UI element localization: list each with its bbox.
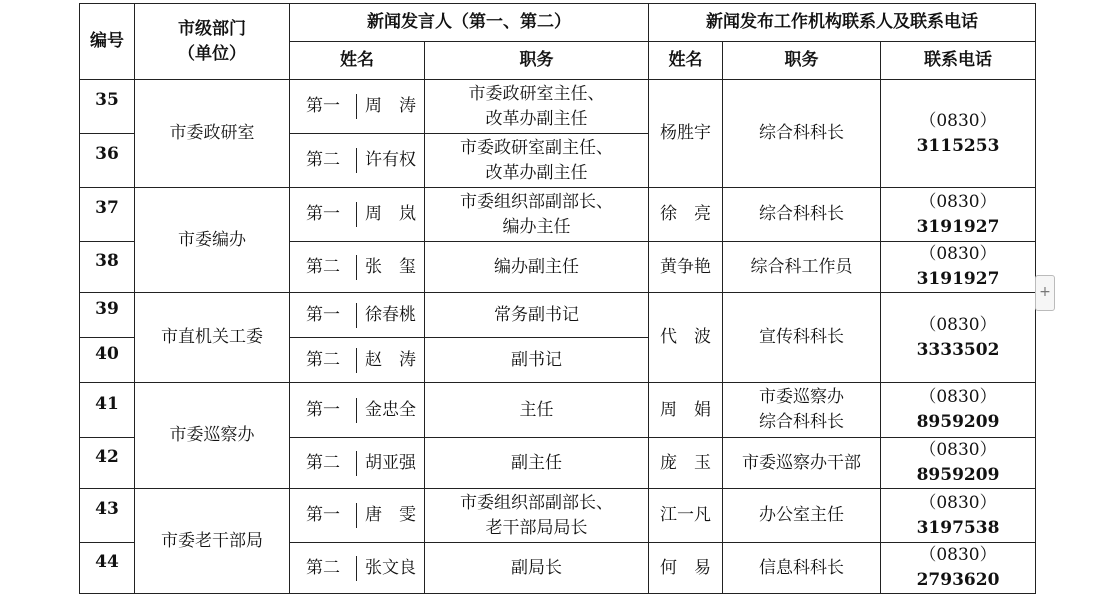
- speaker-order: 第一: [306, 96, 340, 116]
- speaker-duty: 市委政研室主任、 改革办副主任: [425, 80, 649, 134]
- header-department-line2: （单位）: [178, 43, 246, 64]
- speaker-duty: 市委政研室副主任、 改革办副主任: [425, 134, 649, 188]
- table-row: [80, 489, 1036, 543]
- contact-name: 杨胜宇: [649, 80, 723, 188]
- contact-name: 江一凡: [649, 489, 723, 543]
- speaker-duty: 副主任: [425, 438, 649, 489]
- table-row: [80, 80, 1036, 134]
- speaker-name: 徐春桃: [365, 304, 416, 325]
- header-department: [135, 4, 290, 80]
- contact-duty: 综合科工作员: [723, 242, 881, 293]
- contact-phone: （0830）3197538: [881, 489, 1036, 543]
- speaker-order: 第一: [306, 399, 340, 420]
- spokesperson-cell: [290, 338, 425, 383]
- contact-phone: （0830）3191927: [881, 188, 1036, 242]
- speaker-name: 金忠全: [365, 399, 416, 420]
- contact-name: 何 易: [649, 543, 723, 594]
- speaker-order: 第二: [306, 349, 340, 370]
- speaker-order: 第二: [306, 557, 340, 578]
- row-number: 39: [80, 293, 135, 338]
- contact-phone: （0830）8959209: [881, 383, 1036, 438]
- speaker-duty: 主任: [425, 383, 649, 438]
- header-number: 编号: [80, 4, 135, 80]
- department-name: 市委编办: [135, 188, 290, 293]
- contact-name: 周 娟: [649, 383, 723, 438]
- speaker-duty: 编办副主任: [425, 242, 649, 293]
- contact-phone: （0830）3191927: [881, 242, 1036, 293]
- spokesperson-cell: [290, 188, 425, 242]
- header-spokesperson-group: 新闻发言人（第一、第二）: [290, 4, 649, 42]
- speaker-name: 赵 涛: [365, 349, 416, 370]
- speaker-order: 第二: [306, 150, 340, 170]
- spokesperson-cell: [290, 383, 425, 438]
- speaker-name: 许有权: [365, 150, 416, 170]
- contact-duty: 综合科科长: [723, 80, 881, 188]
- contact-duty: 办公室主任: [723, 489, 881, 543]
- spokesperson-table: [79, 3, 1036, 594]
- header-contact-name: 姓名: [649, 42, 723, 80]
- contact-name: 庞 玉: [649, 438, 723, 489]
- speaker-name: 唐 雯: [365, 505, 416, 525]
- speaker-name: 张 玺: [365, 256, 416, 277]
- speaker-duty: 副局长: [425, 543, 649, 594]
- speaker-name: 周 岚: [365, 204, 416, 224]
- contact-name: 徐 亮: [649, 188, 723, 242]
- header-contact-duty: 职务: [723, 42, 881, 80]
- speaker-order: 第一: [306, 204, 340, 224]
- spokesperson-cell: [290, 134, 425, 188]
- contact-duty: 市委巡察办干部: [723, 438, 881, 489]
- row-number: 37: [80, 188, 135, 242]
- speaker-duty: 市委组织部副部长、 老干部局局长: [425, 489, 649, 543]
- speaker-duty: 副书记: [425, 338, 649, 383]
- row-number: 43: [80, 489, 135, 543]
- row-number: 40: [80, 338, 135, 383]
- header-duty: 职务: [425, 42, 649, 80]
- header-name: 姓名: [290, 42, 425, 80]
- spokesperson-cell: [290, 489, 425, 543]
- speaker-duty: 常务副书记: [425, 293, 649, 338]
- row-number: 44: [80, 543, 135, 594]
- header-phone: 联系电话: [881, 42, 1036, 80]
- speaker-name: 周 涛: [365, 96, 416, 116]
- department-name: 市直机关工委: [135, 293, 290, 383]
- spokesperson-cell: [290, 242, 425, 293]
- contact-phone: （0830）2793620: [881, 543, 1036, 594]
- contact-duty: 宣传科科长: [723, 293, 881, 383]
- spokesperson-cell: [290, 438, 425, 489]
- contact-phone: （0830）3333502: [881, 293, 1036, 383]
- department-name: 市委巡察办: [135, 383, 290, 489]
- contact-duty: 信息科科长: [723, 543, 881, 594]
- speaker-order: 第一: [306, 505, 340, 525]
- contact-name: 黄争艳: [649, 242, 723, 293]
- spokesperson-cell: [290, 293, 425, 338]
- contact-duty: 市委巡察办 综合科科长: [723, 383, 881, 438]
- header-contact-group: 新闻发布工作机构联系人及联系电话: [649, 4, 1036, 42]
- contact-duty: 综合科科长: [723, 188, 881, 242]
- expand-button[interactable]: +: [1035, 275, 1055, 311]
- speaker-order: 第二: [306, 256, 340, 277]
- row-number: 35: [80, 80, 135, 134]
- speaker-order: 第二: [306, 452, 340, 473]
- row-number: 41: [80, 383, 135, 438]
- row-number: 42: [80, 438, 135, 489]
- row-number: 38: [80, 242, 135, 293]
- contact-phone: （0830）3115253: [881, 80, 1036, 188]
- spokesperson-cell: [290, 80, 425, 134]
- table-row: [80, 188, 1036, 242]
- department-name: 市委政研室: [135, 80, 290, 188]
- row-number: 36: [80, 134, 135, 188]
- speaker-order: 第一: [306, 304, 340, 325]
- contact-phone: （0830）8959209: [881, 438, 1036, 489]
- table-row: [80, 383, 1036, 438]
- table-row: [80, 293, 1036, 338]
- speaker-name: 胡亚强: [365, 452, 416, 473]
- header-department-line1: 市级部门: [178, 18, 246, 39]
- contact-name: 代 波: [649, 293, 723, 383]
- speaker-duty: 市委组织部副部长、 编办主任: [425, 188, 649, 242]
- speaker-name: 张文良: [365, 557, 416, 578]
- department-name: 市委老干部局: [135, 489, 290, 594]
